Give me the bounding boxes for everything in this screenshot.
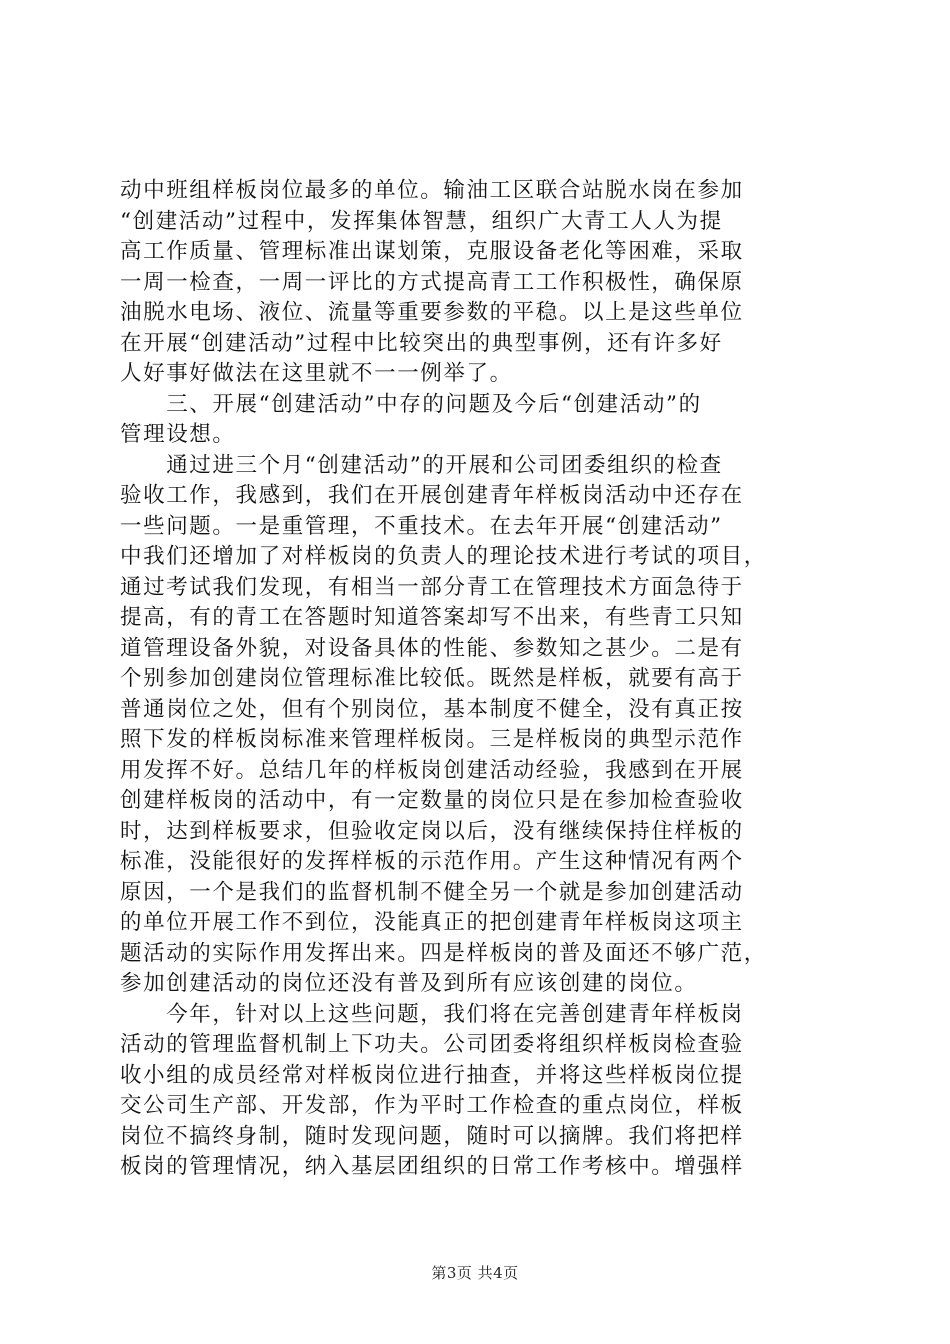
page-footer: 第3页 共4页 — [431, 1264, 519, 1282]
text-line: 照下发的样板岗标准来管理样板岗。三是样板岗的典型示范作 — [120, 727, 744, 752]
text-line: 收小组的成员经常对样板岗位进行抽查，并将这些样板岗位提 — [120, 1062, 744, 1088]
text-line: 用发挥不好。总结几年的样板岗创建活动经验，我感到在开展 — [120, 757, 744, 783]
text-line: 标准，没能很好的发挥样板的示范作用。产生这种情况有两个 — [120, 849, 744, 874]
text-line: 今年，针对以上这些问题，我们将在完善创建青年样板岗 — [120, 1001, 744, 1027]
text-line: 创建样板岗的活动中，有一定数量的岗位只是在参加检查验收 — [120, 788, 744, 813]
text-line: 提高，有的青工在答题时知道答案却写不出来，有些青工只知 — [120, 605, 744, 630]
text-line: 原因，一个是我们的监督机制不健全另一个就是参加创建活动 — [120, 879, 744, 905]
text-line: 交公司生产部、开发部，作为平时工作检查的重点岗位，样板 — [120, 1093, 744, 1118]
text-line: 在开展“创建活动”过程中比较突出的典型事例，还有许多好 — [120, 330, 723, 356]
text-line: 岗位不搞终身制，随时发现问题，随时可以摘牌。我们将把样 — [120, 1123, 744, 1149]
body-text — [120, 176, 832, 1183]
text-line: 高工作质量、管理标准出谋划策，克服设备老化等困难，采取 — [120, 239, 744, 264]
text-line: 一周一检查，一周一评比的方式提高青工工作积极性，确保原 — [120, 269, 744, 295]
text-line: 验收工作，我感到，我们在开展创建青年样板岗活动中还存在 — [120, 483, 744, 508]
text-line: 油脱水电场、液位、流量等重要参数的平稳。以上是这些单位 — [120, 300, 744, 325]
text-line: 中我们还增加了对样板岗的负责人的理论技术进行考试的项目， — [120, 544, 767, 569]
text-line: 道管理设备外貌，对设备具体的性能、参数知之甚少。二是有 — [120, 635, 744, 661]
text-line: 普通岗位之处，但有个别岗位，基本制度不健全，没有真正按 — [120, 696, 744, 722]
text-line: 通过考试我们发现，有相当一部分青工在管理技术方面急待于 — [120, 574, 744, 600]
text-line: 板岗的管理情况，纳入基层团组织的日常工作考核中。增强样 — [120, 1154, 744, 1179]
text-line: 动中班组样板岗位最多的单位。输油工区联合站脱水岗在参加 — [120, 178, 744, 203]
text-line: 三、开展“创建活动”中存的问题及今后“创建活动”的 — [120, 391, 702, 417]
text-line: 的单位开展工作不到位，没能真正的把创建青年样板岗这项主 — [120, 910, 744, 935]
text-line: 管理设想。 — [120, 422, 236, 447]
text-line: 个别参加创建岗位管理标准比较低。既然是样板，就要有高于 — [120, 666, 744, 691]
text-line: 活动的管理监督机制上下功夫。公司团委将组织样板岗检查验 — [120, 1032, 744, 1057]
text-line: 题活动的实际作用发挥出来。四是样板岗的普及面还不够广范， — [120, 940, 767, 966]
text-line: “创建活动”过程中，发挥集体智慧，组织广大青工人人为提 — [120, 208, 723, 234]
text-line: 一些问题。一是重管理，不重技术。在去年开展“创建活动” — [120, 513, 723, 539]
text-line: 通过进三个月“创建活动”的开展和公司团委组织的检查 — [120, 452, 723, 478]
text-line: 参加创建活动的岗位还没有普及到所有应该创建的岗位。 — [120, 971, 698, 996]
text-line: 时，达到样板要求，但验收定岗以后，没有继续保持住样板的 — [120, 818, 744, 844]
text-line: 人好事好做法在这里就不一一例举了。 — [120, 361, 513, 386]
